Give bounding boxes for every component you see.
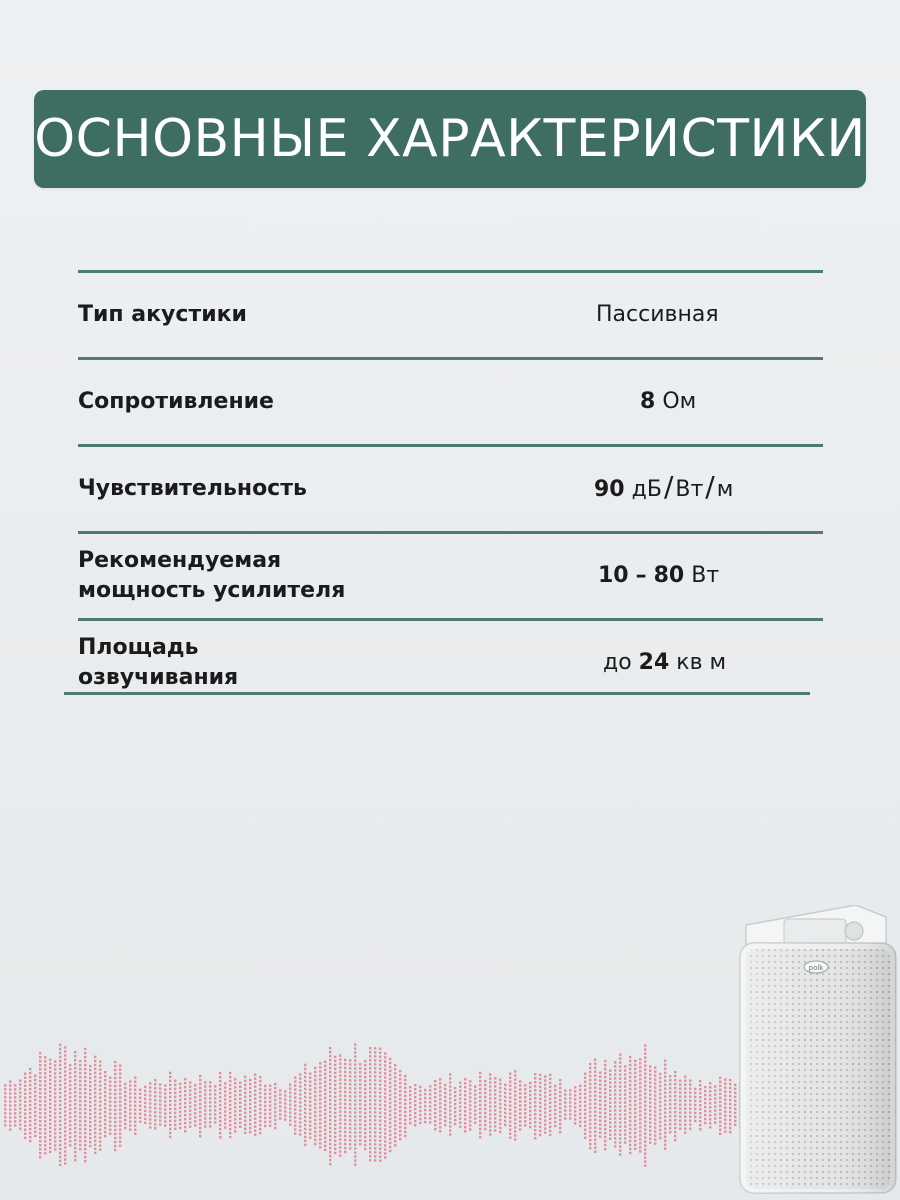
spec-label-type: Тип акустики (78, 302, 247, 327)
power-label-line1: Рекомендуемая (78, 548, 282, 573)
spec-value-area (603, 648, 726, 678)
area-prefix: до (603, 650, 632, 675)
divider (78, 531, 823, 534)
area-unit: кв м (676, 650, 727, 675)
spec-value-impedance (640, 387, 696, 417)
spec-label-power (78, 546, 418, 606)
spec-label-area (78, 633, 418, 693)
divider (78, 444, 823, 447)
speaker-image (736, 905, 900, 1195)
sensitivity-unit3: м (716, 477, 734, 502)
area-label-line2: озвучивания (78, 665, 239, 690)
area-label-line1: Площадь (78, 635, 199, 660)
area-number: 24 (638, 650, 670, 675)
sound-wave-graphic (0, 1030, 750, 1180)
impedance-unit: Ом (662, 389, 697, 414)
spec-label-sensitivity: Чувствительность (78, 476, 307, 501)
power-max: 80 (653, 563, 685, 588)
impedance-number: 8 (640, 389, 656, 414)
power-dash: – (635, 563, 647, 588)
spec-value-sensitivity (594, 472, 733, 505)
power-label-line2: мощность усилителя (78, 578, 346, 603)
spec-label-impedance: Сопротивление (78, 389, 274, 414)
page-title: ОСНОВНЫЕ ХАРАКТЕРИСТИКИ (34, 109, 866, 169)
slash: / (663, 470, 674, 503)
divider (64, 692, 810, 695)
divider (78, 270, 823, 273)
sensitivity-unit2: Вт (675, 477, 704, 502)
power-min: 10 (598, 563, 629, 588)
divider (78, 357, 823, 360)
slash: / (705, 470, 715, 503)
speaker-logo: polk (808, 964, 824, 972)
sensitivity-unit1: дБ (631, 477, 662, 502)
power-unit: Вт (691, 563, 720, 588)
divider (78, 618, 823, 621)
sensitivity-number: 90 (594, 477, 625, 502)
spec-value-power (598, 561, 719, 591)
spec-value-type: Пассивная (596, 302, 719, 327)
